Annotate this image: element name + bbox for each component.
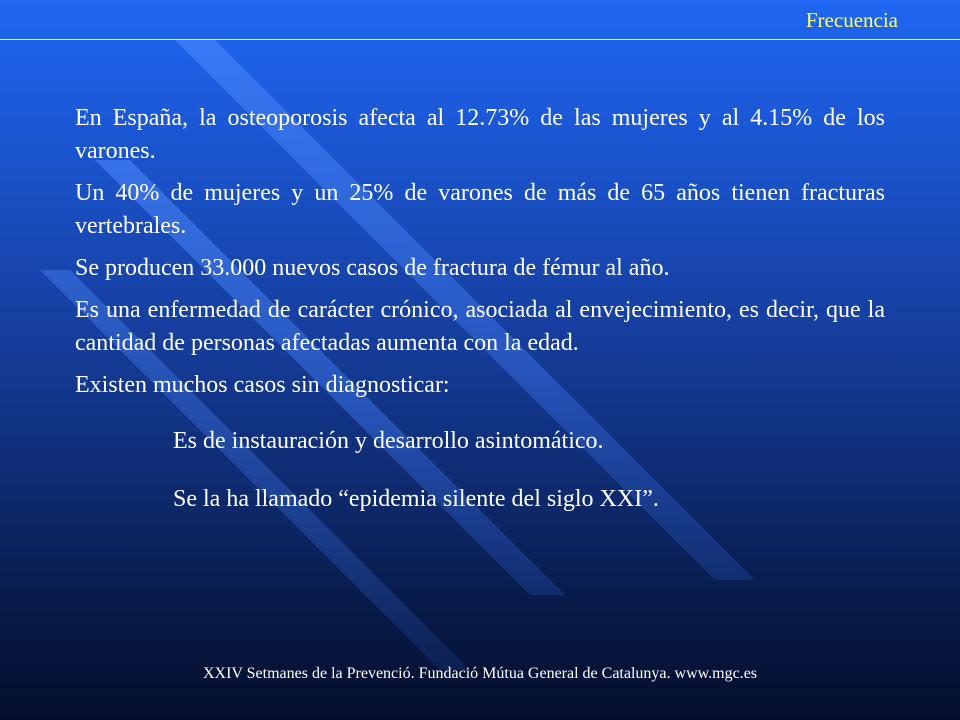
paragraph-vertebral-fractures: Un 40% de mujeres y un 25% de varones de más de 65 años tienen fracturas vertebrales. <box>75 180 885 239</box>
slide-body <box>75 102 885 516</box>
paragraph-femur-fractures: Se producen 33.000 nuevos casos de fractura de fémur al año. <box>75 255 670 281</box>
paragraph-chronic-disease: Es una enfermedad de carácter crónico, asociada al envejecimiento, es decir, que la cantidad de personas afectadas aumenta con la edad. <box>75 297 885 356</box>
footer-credit: XXIV Setmanes de la Prevenció. Fundació Mútua General de Catalunya. www.mgc.es <box>202 665 758 682</box>
header-divider <box>0 39 960 40</box>
paragraph-undiagnosed: Existen muchos casos sin diagnosticar: <box>75 372 450 398</box>
paragraph-prevalence: En España, la osteoporosis afecta al 12.73% de las mujeres y al 4.15% de los varones. <box>75 105 885 164</box>
sub-item-silent-epidemic: Se la ha llamado “epidemia silente del siglo XXI”. <box>173 486 659 512</box>
sub-item-asymptomatic: Es de instauración y desarrollo asintomático. <box>173 428 604 454</box>
slide-title: Frecuencia <box>805 8 898 32</box>
